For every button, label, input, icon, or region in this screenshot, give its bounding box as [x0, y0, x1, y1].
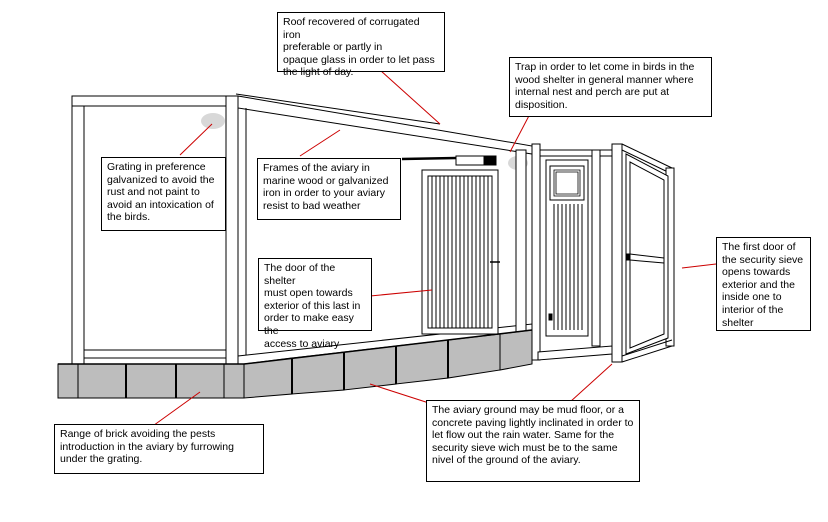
callout-brick: Range of brick avoiding the pests introduction in the aviary by furrowing under the grating. — [54, 424, 264, 474]
callout-roof: Roof recovered of corrugated iron preferable or partly in opaque glass in order to let pass the light of day. — [277, 12, 445, 72]
callout-frames: Frames of the aviary in marine wood or galvanized iron in order to your aviary resist to bad weather — [257, 158, 401, 220]
shelter-door — [422, 170, 500, 334]
first-door-pointer — [682, 264, 716, 268]
ground-pointer-right — [570, 364, 612, 402]
bird-trap — [402, 156, 496, 165]
callout-first-door: The first door of the security sieve opens towards exterior and the inside one to interior of the shelter — [716, 237, 811, 331]
roof-pointer — [380, 70, 440, 124]
callout-trap: Trap in order to let come in birds in the wood shelter in general manner where internal nest and perch are put at disposition. — [509, 57, 712, 117]
frames-pointer — [300, 130, 340, 156]
sieve-inner-door — [546, 160, 588, 336]
grating-highlight — [201, 113, 225, 129]
grating-pointer — [180, 124, 212, 155]
sieve-outer-door — [626, 154, 668, 354]
ground-pointer-left — [370, 384, 432, 404]
callout-grating: Grating in preference galvanized to avoid the rust and not paint to avoid an intoxication of the birds. — [101, 157, 226, 231]
callout-ground: The aviary ground may be mud floor, or a concrete paving lightly inclinated in order to let flow out the rain water. Same for the security sieve wich must be to the same nivel of the ground of the aviary. — [426, 400, 640, 482]
callout-door: The door of the shelter must open towards exterior of this last in order to make easy the access to aviary — [258, 258, 372, 331]
